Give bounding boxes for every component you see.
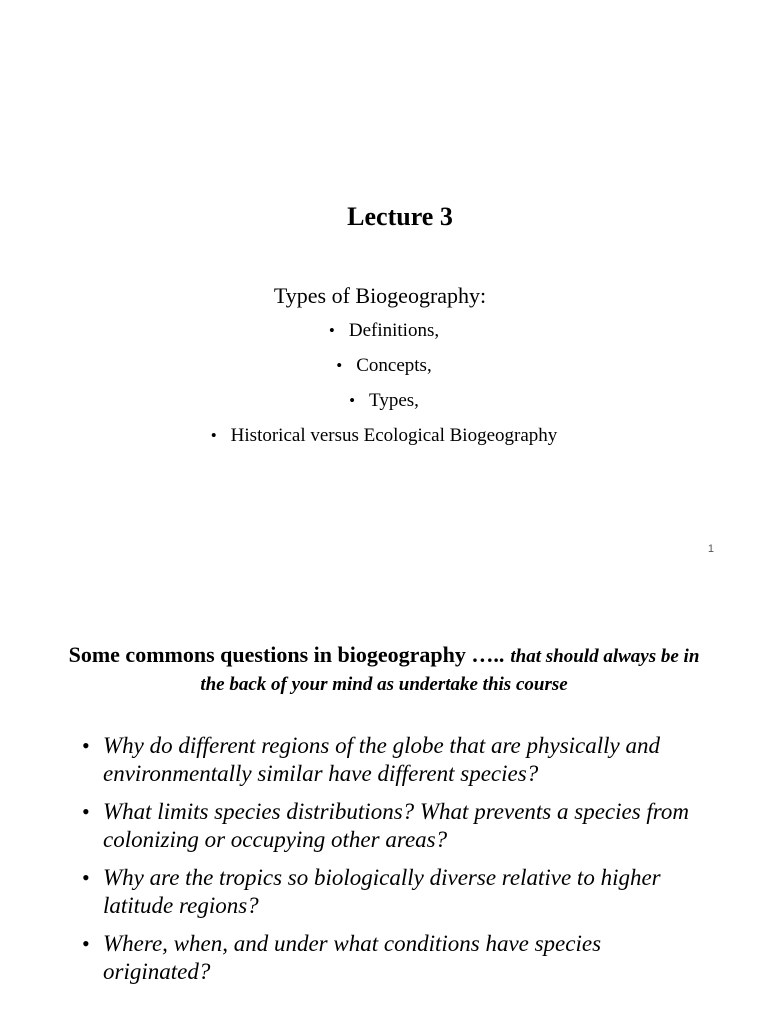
list-item-text: Definitions,	[348, 320, 440, 341]
list-item-text: Concepts,	[356, 355, 432, 376]
list-item	[82, 798, 702, 854]
bullet-icon: •	[210, 426, 217, 445]
topic-list	[0, 318, 768, 458]
list-item	[0, 423, 768, 458]
bullet-icon: •	[82, 865, 90, 890]
question-text: Why do different regions of the globe that are physically and environmentally similar have different species?	[103, 733, 661, 786]
question-text: What limits species distributions? What prevents a species from colonizing or occupying other areas?	[103, 799, 690, 852]
list-item	[0, 318, 768, 353]
bullet-icon: •	[336, 356, 343, 375]
heading-main: Some commons questions in biogeography …..	[68, 642, 505, 667]
heading-subtext: that should always be in the back of your mind as undertake this course	[200, 646, 700, 695]
list-item-text: Types,	[369, 390, 419, 411]
bullet-icon: •	[82, 799, 90, 824]
bullet-icon: •	[349, 391, 356, 410]
list-item	[82, 732, 702, 788]
list-item	[82, 864, 702, 920]
bullet-icon: •	[82, 733, 90, 758]
question-text: Where, when, and under what conditions have species originated?	[103, 931, 602, 984]
list-item	[82, 930, 702, 986]
list-item	[0, 353, 768, 388]
bullet-icon: •	[328, 321, 335, 340]
question-text: Why are the tropics so biologically diverse relative to higher latitude regions?	[103, 865, 661, 918]
slide-heading	[64, 642, 704, 698]
question-list	[82, 732, 702, 996]
bullet-icon: •	[82, 931, 90, 956]
list-item	[0, 388, 768, 423]
list-item-text: Historical versus Ecological Biogeography	[230, 425, 558, 446]
slide-subtitle: Types of Biogeography:	[273, 283, 487, 308]
slide-title: Lecture 3	[347, 202, 453, 231]
slide-2	[0, 576, 768, 1024]
page-number: 1	[707, 543, 714, 555]
